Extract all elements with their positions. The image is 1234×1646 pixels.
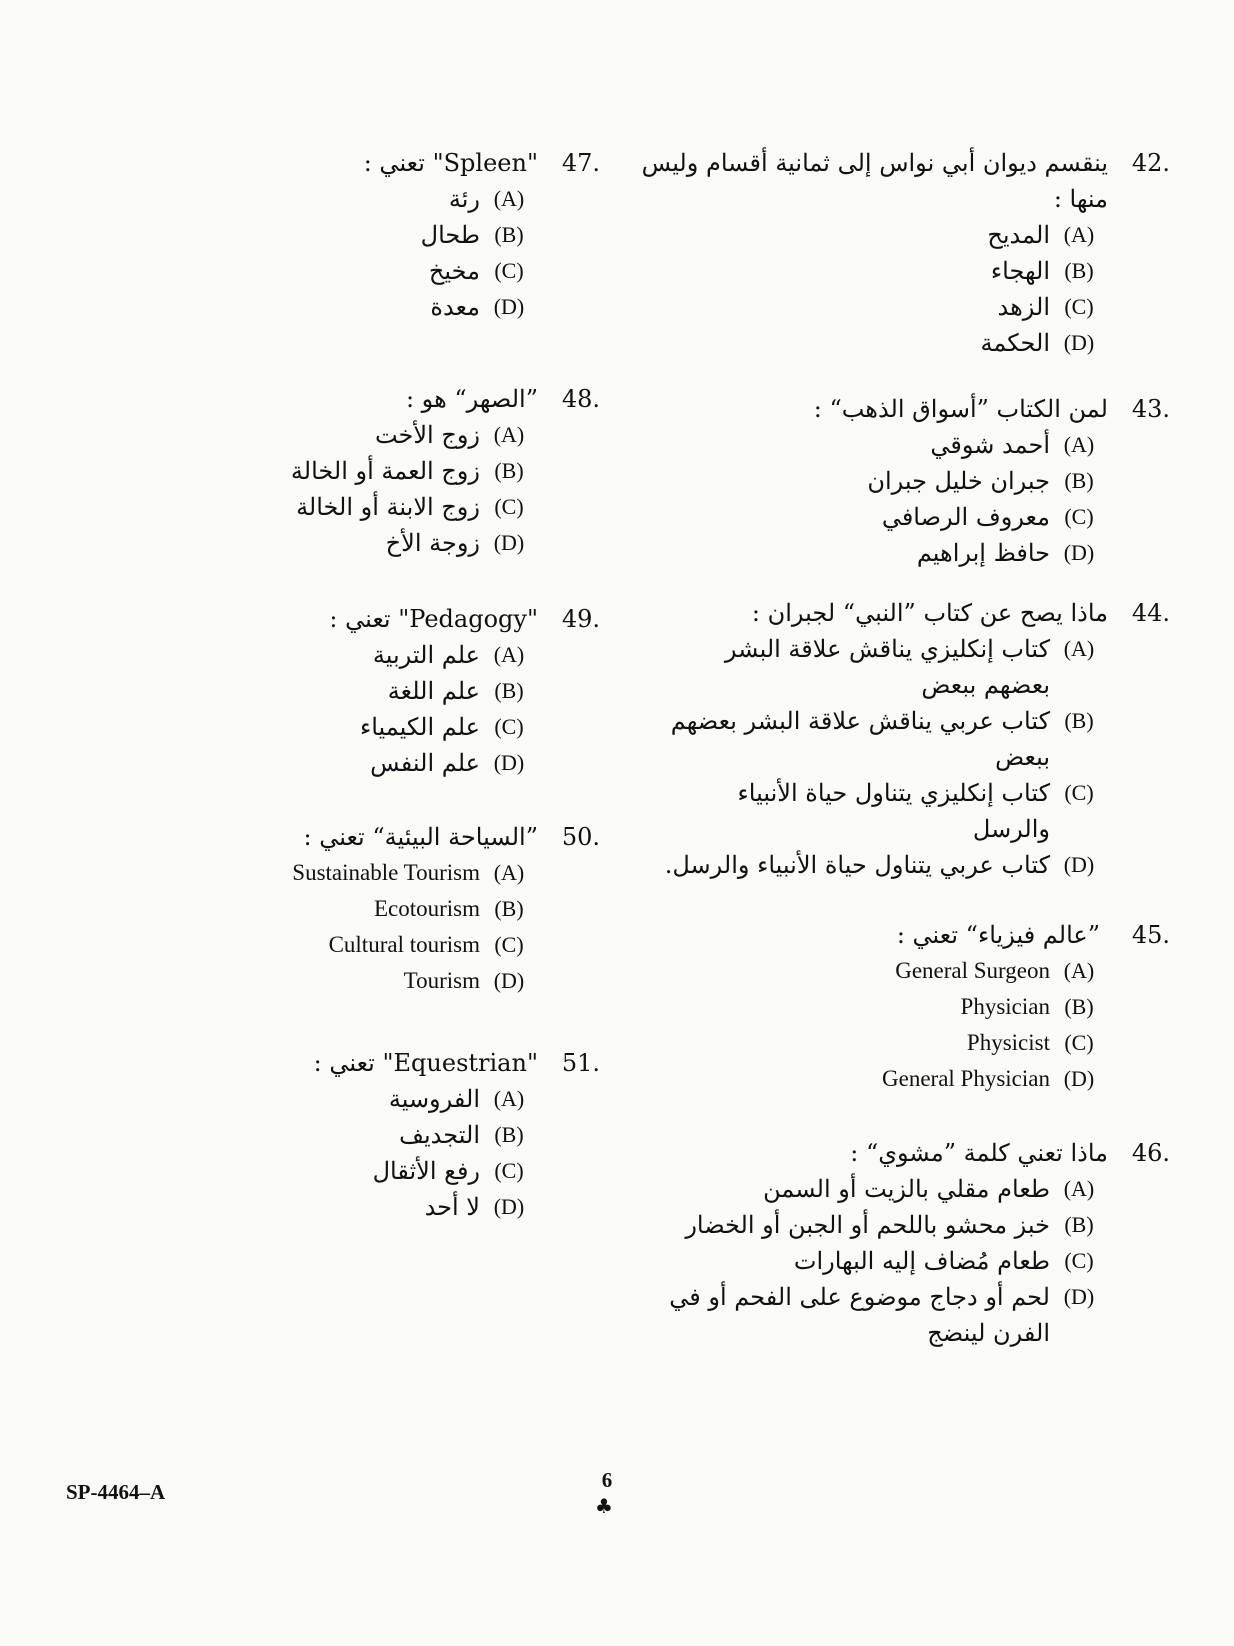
option-c[interactable] [630,1025,1170,1061]
option-label: (B) [494,678,524,703]
question-45 [630,917,1170,1097]
option-text: General Surgeon [895,958,1050,983]
option-text: علم التربية [372,641,480,669]
option-c[interactable] [240,1153,600,1189]
option-c[interactable] [240,927,600,963]
option-d[interactable] [240,963,600,999]
club-symbol-icon: ♣ [595,1494,613,1518]
question-text: ”السياحة البيئية“ تعني : [303,823,538,851]
option-label: (B) [1064,468,1094,493]
option-a[interactable] [630,953,1170,989]
option-text: حافظ إبراهيم [916,539,1050,567]
option-label: (C) [494,714,524,739]
option-text: الحكمة [980,329,1050,357]
question-48 [240,381,600,561]
question-51 [240,1045,600,1225]
option-d[interactable] [630,1061,1170,1097]
option-text: رئة [448,185,480,213]
question-number: 43. [1131,395,1170,423]
question-number: 47. [561,149,600,177]
option-d[interactable] [630,847,1170,883]
option-label: (D) [1063,852,1095,877]
option-text: رفع الأثقال [372,1157,480,1185]
option-c[interactable] [240,253,600,289]
option-label: (D) [493,1194,525,1219]
option-text: الفروسية [388,1085,480,1113]
question-number: 51. [561,1049,600,1077]
option-text: Physicist [966,1030,1050,1055]
option-text: علم الكيمياء [359,713,480,741]
page-number: 6 [601,1468,613,1492]
question-text: "Pedagogy" تعني : [329,605,538,633]
option-a[interactable] [240,417,600,453]
question-text: "Equestrian" تعني : [313,1049,538,1077]
question-42 [630,145,1170,361]
option-label: (D) [493,294,525,319]
option-c[interactable] [630,775,1170,847]
question-text: ينقسم ديوان أبي نواس إلى ثمانية أقسام وليس منها : [641,149,1108,213]
option-label: (D) [1063,1066,1095,1091]
option-text: لحم أو دجاج موضوع على الفحم أو في الفرن لينضج [669,1283,1050,1347]
option-label: (C) [1064,780,1094,805]
option-a[interactable] [630,631,1170,703]
option-text: كتاب إنكليزي يناقش علاقة البشر بعضهم ببعض [724,635,1050,699]
option-c[interactable] [240,489,600,525]
option-label: (B) [494,896,524,921]
option-label: (A) [1063,958,1095,983]
option-label: (A) [493,860,525,885]
option-text: زوج الابنة أو الخالة [296,493,480,521]
question-number: 42. [1131,149,1170,177]
option-label: (D) [1063,330,1095,355]
option-text: General Physician [882,1066,1050,1091]
option-label: (B) [1064,994,1094,1019]
question-text: ”الصهر“ هو : [405,385,538,413]
option-label: (B) [494,222,524,247]
option-text: كتاب إنكليزي يتناول حياة الأنبياء والرسل [737,779,1050,843]
option-text: Ecotourism [373,896,480,921]
option-b[interactable] [240,453,600,489]
option-text: معدة [430,293,480,321]
option-label: (A) [493,422,525,447]
option-label: (D) [1063,1284,1095,1309]
option-text: كتاب عربي يتناول حياة الأنبياء والرسل. [664,851,1050,879]
option-label: (A) [1063,432,1095,457]
option-label: (B) [494,458,524,483]
question-number: 46. [1131,1139,1170,1167]
option-d[interactable] [630,325,1170,361]
question-text: "Spleen" تعني : [363,149,538,177]
option-text: طعام مقلي بالزيت أو السمن [763,1175,1050,1203]
question-text: ماذا تعني كلمة ”مشوي“ : [850,1139,1108,1167]
option-label: (B) [494,1122,524,1147]
option-text: Sustainable Tourism [292,860,480,885]
option-label: (A) [493,1086,525,1111]
option-b[interactable] [240,673,600,709]
option-text: جبران خليل جبران [867,467,1050,495]
option-text: زوج الأخت [374,421,480,449]
option-text: طعام مُضاف إليه البهارات [793,1247,1050,1275]
option-label: (A) [493,186,525,211]
option-label: (D) [493,530,525,555]
question-number: 44. [1131,599,1170,627]
question-43 [630,391,1170,571]
option-label: (D) [1063,540,1095,565]
option-text: Physician [960,994,1050,1019]
option-d[interactable] [240,289,600,325]
option-label: (B) [1064,1212,1094,1237]
option-d[interactable] [240,1189,600,1225]
question-number: 50. [561,823,600,851]
option-text: علم النفس [370,749,480,777]
option-text: خبز محشو باللحم أو الجبن أو الخضار [685,1211,1050,1239]
option-text: طحال [420,221,480,249]
question-text: ”عالم فيزياء“ تعني : [896,921,1100,949]
option-d[interactable] [240,525,600,561]
question-44 [630,595,1170,883]
question-47 [240,145,600,325]
option-b[interactable] [630,253,1170,289]
question-49 [240,601,600,781]
option-label: (A) [1063,222,1095,247]
option-label: (D) [493,750,525,775]
option-d[interactable] [630,1279,1170,1351]
question-number: 49. [561,605,600,633]
option-label: (C) [1064,294,1094,319]
option-b[interactable] [240,217,600,253]
option-label: (C) [1064,1030,1094,1055]
option-a[interactable] [240,1081,600,1117]
option-d[interactable] [630,535,1170,571]
option-text: المديح [987,221,1050,249]
option-label: (C) [1064,504,1094,529]
option-a[interactable] [630,427,1170,463]
option-text: كتاب عربي يناقش علاقة البشر بعضهم ببعض [670,707,1050,771]
option-label: (A) [1063,636,1095,661]
option-text: زوج العمة أو الخالة [290,457,480,485]
option-c[interactable] [630,499,1170,535]
question-number: 48. [561,385,600,413]
option-label: (C) [494,258,524,283]
option-text: الزهد [997,293,1050,321]
option-label: (C) [1064,1248,1094,1273]
question-number: 45. [1131,921,1170,949]
option-text: مخيخ [428,257,480,285]
option-c[interactable] [630,1243,1170,1279]
option-c[interactable] [630,289,1170,325]
booklet-code: SP-4464–A [66,1480,166,1504]
option-text: التجديف [399,1121,480,1149]
option-b[interactable] [630,703,1170,775]
right-column [630,145,1170,1381]
option-c[interactable] [240,709,600,745]
question-46 [630,1135,1170,1351]
option-label: (C) [494,1158,524,1183]
option-b[interactable] [630,989,1170,1025]
option-text: الهجاء [990,257,1050,285]
question-50 [240,819,600,999]
option-text: معروف الرصافي [881,503,1050,531]
question-text: لمن الكتاب ”أسواق الذهب“ : [813,395,1108,423]
option-a[interactable] [240,855,600,891]
option-a[interactable] [240,637,600,673]
option-text: Cultural tourism [328,932,480,957]
option-b[interactable] [630,1207,1170,1243]
option-text: Tourism [403,968,480,993]
option-b[interactable] [630,463,1170,499]
question-text: ماذا يصح عن كتاب ”النبي“ لجبران : [751,599,1108,627]
option-b[interactable] [240,1117,600,1153]
option-label: (C) [494,932,524,957]
option-label: (B) [1064,708,1094,733]
left-column [240,145,600,1255]
option-label: (A) [1063,1176,1095,1201]
option-text: أحمد شوقي [930,431,1050,459]
option-b[interactable] [240,891,600,927]
option-text: زوجة الأخ [385,529,480,557]
option-label: (C) [494,494,524,519]
option-text: لا أحد [424,1193,480,1221]
option-text: علم اللغة [387,677,480,705]
option-a[interactable] [630,217,1170,253]
option-d[interactable] [240,745,600,781]
option-a[interactable] [240,181,600,217]
option-label: (D) [493,968,525,993]
option-label: (B) [1064,258,1094,283]
option-label: (A) [493,642,525,667]
option-a[interactable] [630,1171,1170,1207]
